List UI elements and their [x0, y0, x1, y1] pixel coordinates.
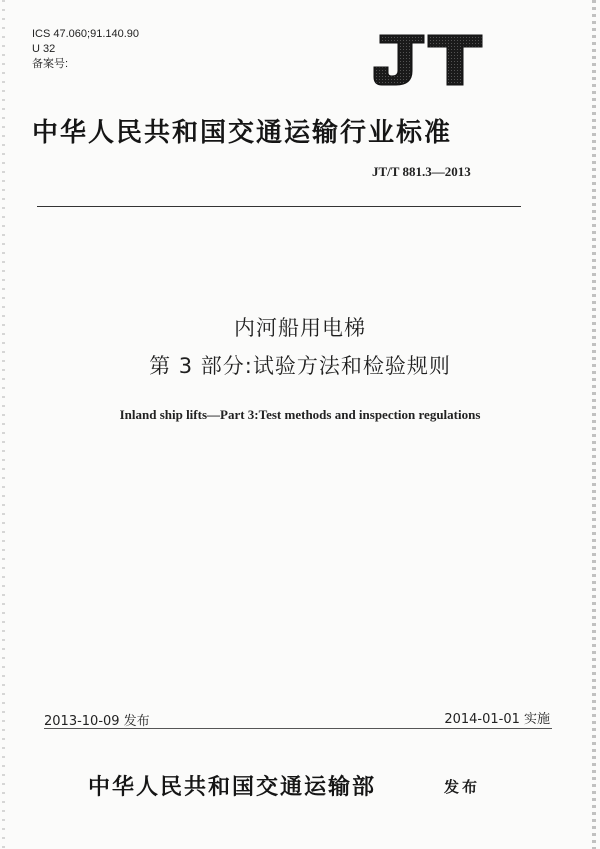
implementation-date: 2014-01-01 实施: [444, 712, 550, 727]
issuing-authority: 中华人民共和国交通运输部: [88, 775, 377, 800]
header-divider: [37, 206, 521, 207]
issue-label: 发布: [444, 778, 481, 796]
class-code: U 32: [32, 43, 56, 55]
classification-block: [32, 27, 139, 72]
jt-logo: [372, 33, 484, 87]
record-number-label: 备案号:: [32, 58, 69, 70]
ics-code: ICS 47.060;91.140.90: [32, 28, 140, 40]
release-date: 2013-10-09 发布: [44, 714, 150, 729]
standard-category-title: 中华人民共和国交通运输行业标准: [32, 118, 453, 148]
document-title-line-1: 内河船用电梯: [234, 316, 366, 340]
footer-divider: [44, 728, 552, 729]
scan-edge-right: [592, 0, 596, 849]
document-title-english: Inland ship lifts—Part 3:Test methods and inspection regulations: [119, 407, 481, 422]
scan-edge-left: [2, 0, 5, 849]
document-title-line-2: 第 3 部分:试验方法和检验规则: [149, 354, 451, 378]
standard-number: JT/T 881.3—2013: [372, 164, 471, 179]
